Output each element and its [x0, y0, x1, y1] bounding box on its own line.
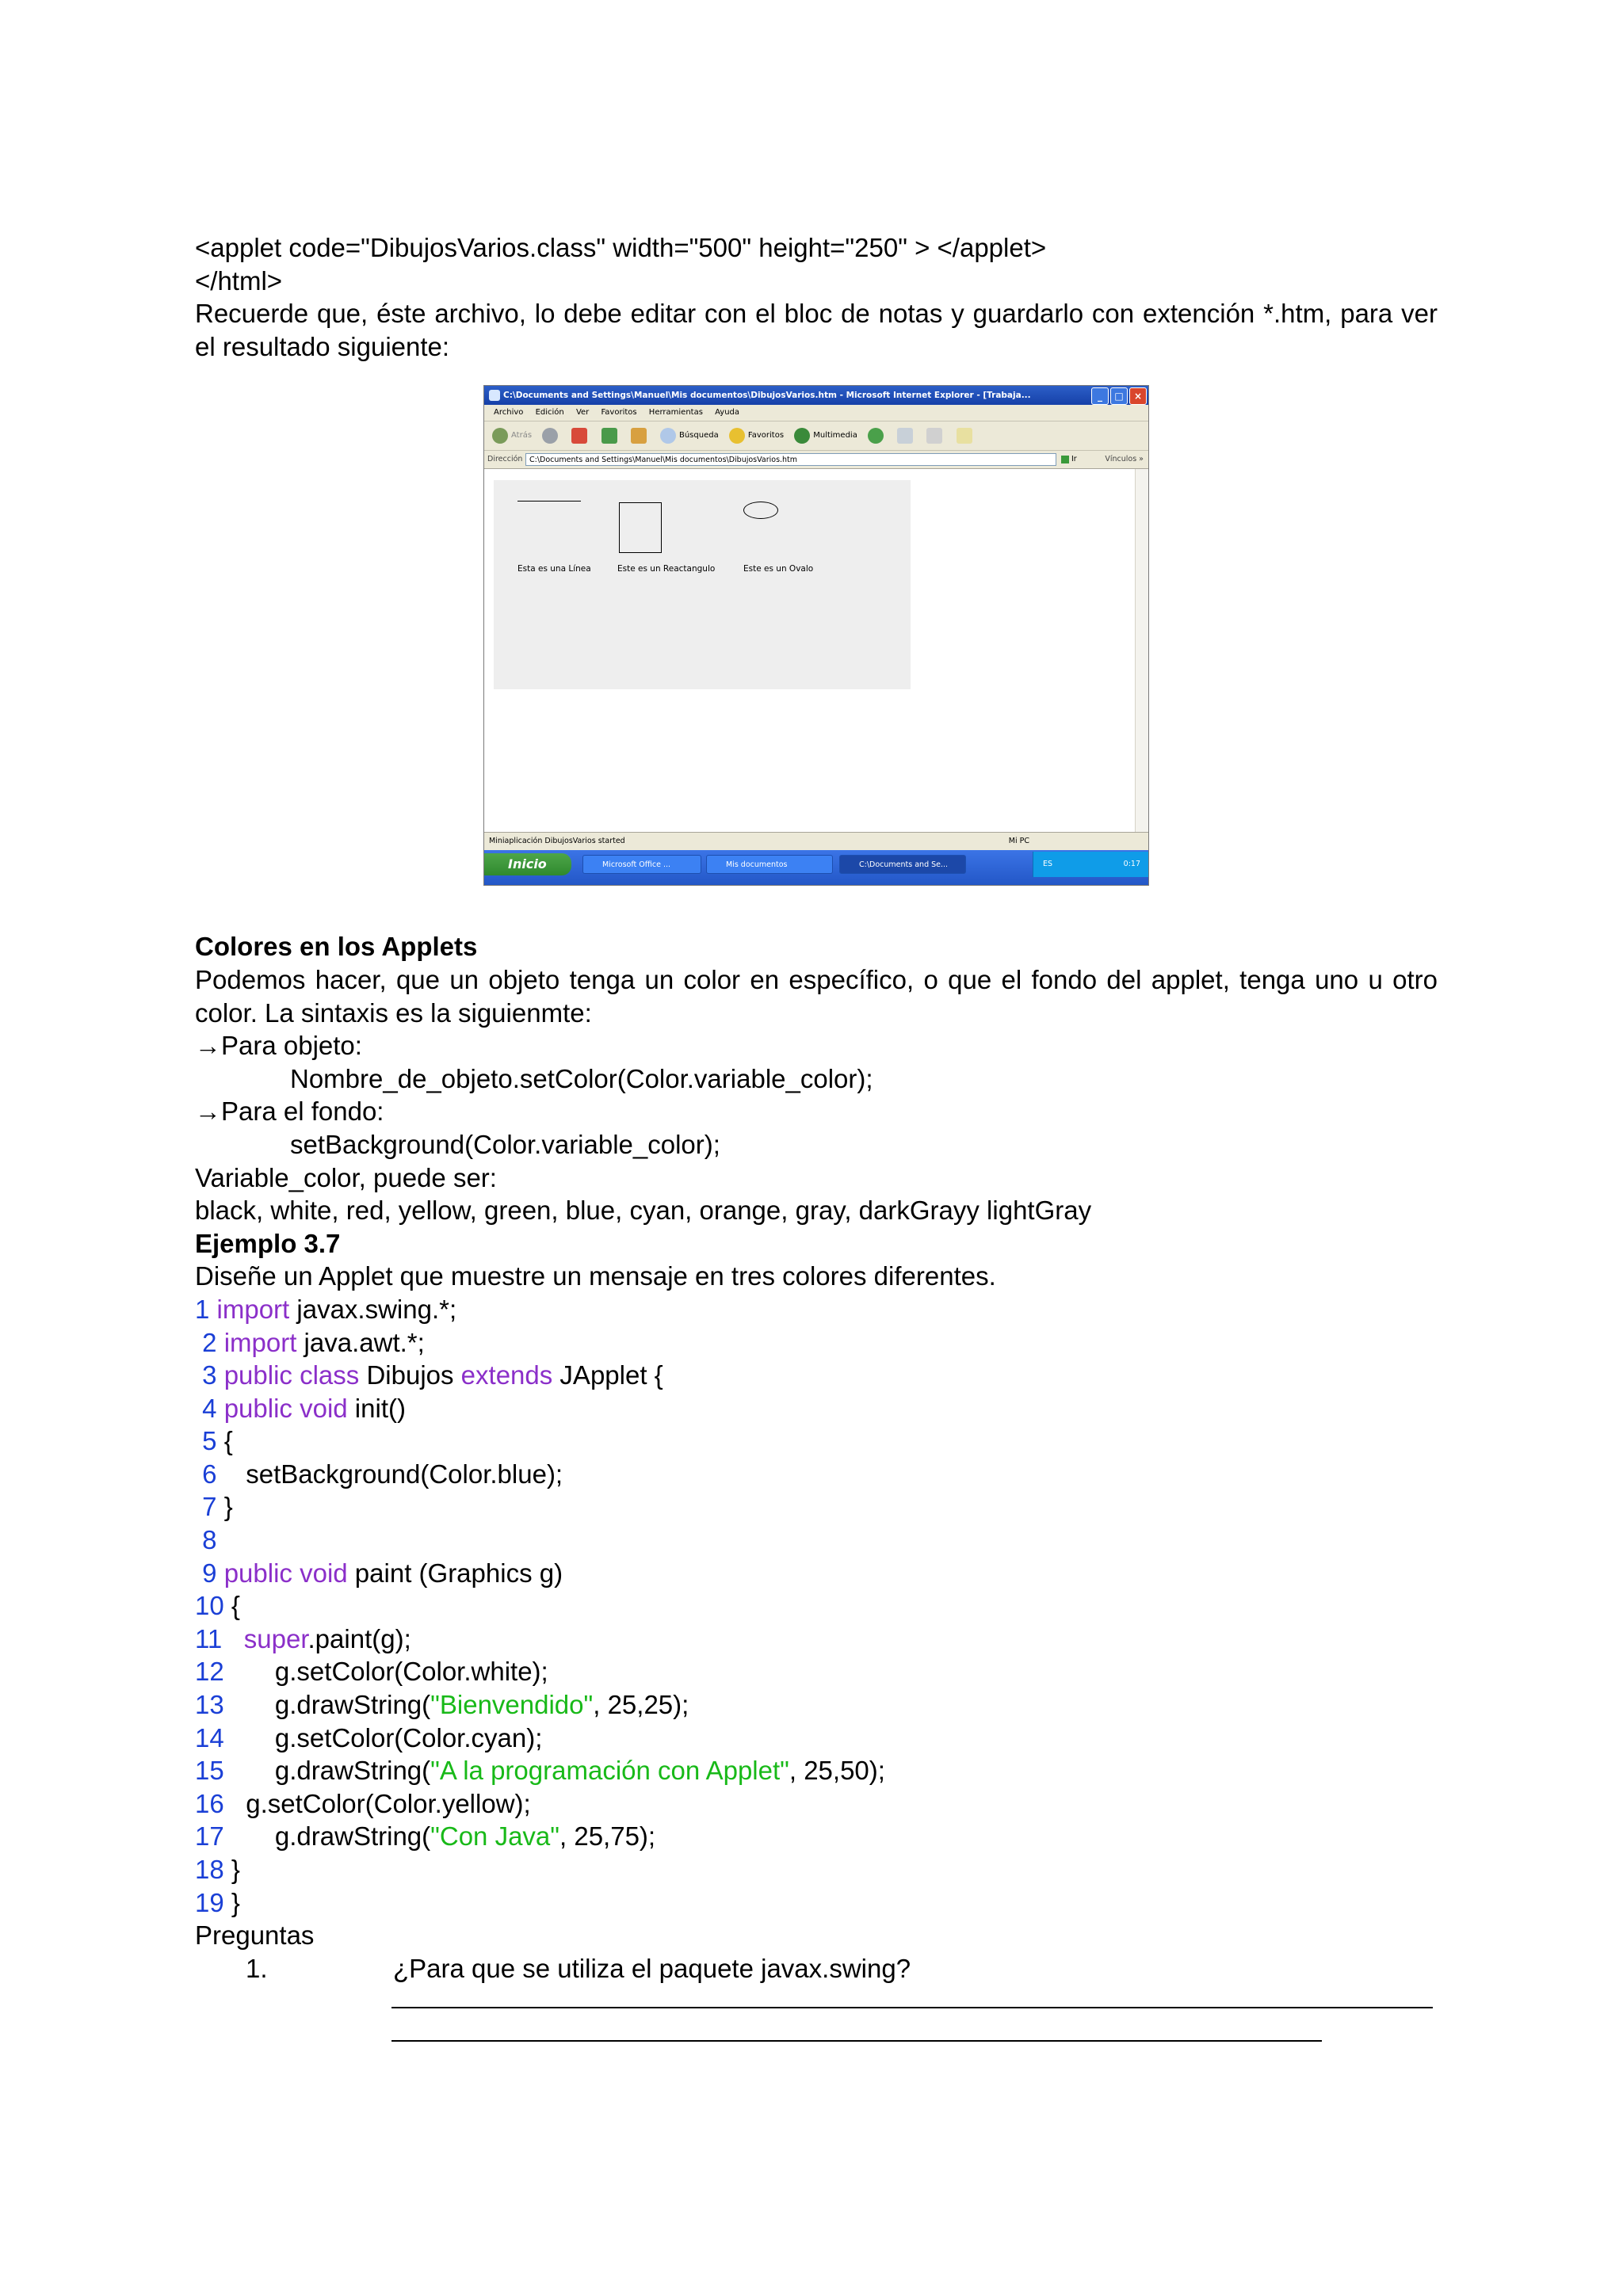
links-label: Vínculos: [1105, 455, 1137, 464]
minimize-icon[interactable]: _: [1091, 387, 1109, 405]
search-label: Búsqueda: [678, 431, 719, 441]
code-keyword: extends: [460, 1360, 553, 1390]
address-bar: [484, 451, 1148, 469]
code-text: }: [231, 1887, 240, 1917]
colores-heading: Colores en los Applets: [195, 932, 478, 962]
applet-tag-line: <applet code="DibujosVarios.class" width="500" height="250" > </applet>: [195, 233, 1047, 262]
window-titlebar: [484, 386, 1148, 405]
code-text: javax.swing.*;: [289, 1294, 457, 1324]
code-line: [195, 1655, 1438, 1688]
code-string: "A la programación con Applet": [430, 1756, 789, 1786]
refresh-icon: [601, 428, 617, 444]
code-line-number: 16: [195, 1788, 224, 1818]
vertical-scrollbar[interactable]: [1135, 469, 1148, 832]
edit-button[interactable]: [957, 428, 976, 444]
code-line: [195, 1293, 1438, 1326]
document-page: [195, 231, 1438, 1985]
pregunta-item: [195, 1952, 1438, 1985]
applet-label-oval: Este es un Ovalo: [743, 564, 814, 574]
code-keyword: super: [243, 1623, 308, 1653]
code-line: [195, 1392, 1438, 1425]
code-text: }: [223, 1492, 233, 1522]
code-line-number: 1: [195, 1294, 210, 1324]
applet-label-line: Esta es una Línea: [517, 564, 591, 574]
search-icon: [660, 428, 676, 444]
tray-clock: 0:17: [1123, 860, 1140, 869]
start-button[interactable]: Inicio: [484, 853, 571, 875]
code-text: setBackground(Color.blue);: [246, 1459, 563, 1489]
code-line-number: 13: [195, 1690, 224, 1720]
links-button[interactable]: Vínculos »: [1105, 455, 1144, 464]
refresh-button[interactable]: [601, 428, 621, 444]
code-text: g.drawString(: [274, 1821, 431, 1852]
code-string: "Bienvendido": [430, 1690, 594, 1720]
code-text: init(): [347, 1393, 406, 1423]
code-listing: [195, 1293, 1438, 1919]
code-text: g.drawString(: [274, 1756, 431, 1786]
code-text: Dibujos: [359, 1360, 461, 1390]
code-line: [195, 1623, 1438, 1656]
code-line-number: 9: [195, 1558, 217, 1588]
code-line-number: 8: [195, 1525, 217, 1555]
code-line: [195, 1787, 1438, 1821]
mail-button[interactable]: [897, 428, 916, 444]
code-line: [195, 1458, 1438, 1491]
para-objeto-label: →Para objeto:: [195, 1031, 362, 1061]
code-text: {: [231, 1591, 240, 1621]
forward-arrow-icon: [542, 428, 558, 444]
code-line-number: 4: [195, 1393, 217, 1423]
go-arrow-icon: [1061, 456, 1069, 463]
browser-toolbar: [484, 421, 1148, 451]
multimedia-button[interactable]: [794, 421, 857, 450]
para-fondo-code: setBackground(Color.variable_color);: [290, 1129, 720, 1159]
applet-line-shape: [517, 501, 581, 502]
code-keyword: public void: [223, 1558, 348, 1588]
history-button[interactable]: [868, 428, 887, 444]
code-line-number: 7: [195, 1492, 217, 1522]
code-line-number: 6: [195, 1459, 217, 1489]
go-button[interactable]: [1061, 453, 1077, 466]
ejemplo-heading: Ejemplo 3.7: [195, 1228, 341, 1258]
preguntas-heading: Preguntas: [195, 1920, 315, 1951]
code-line: [195, 1557, 1438, 1590]
ejemplo-description: Diseñe un Applet que muestre un mensaje en tres colores diferentes.: [195, 1261, 996, 1291]
code-line-number: 3: [195, 1360, 217, 1390]
code-text: }: [231, 1855, 240, 1884]
back-button[interactable]: [492, 421, 532, 450]
answer-line-2[interactable]: [391, 2040, 1322, 2042]
intro-paragraph: Recuerde que, éste archivo, lo debe editar con el bloc de notas y guardarlo con extención *.htm, para ver el resultado siguiente:: [195, 299, 1438, 361]
applet-area: [494, 480, 911, 689]
code-text: {: [223, 1426, 233, 1456]
code-keyword: import: [216, 1294, 290, 1324]
stop-button[interactable]: [571, 428, 590, 444]
address-label: Dirección: [487, 455, 523, 464]
applet-rectangle-shape: [619, 502, 662, 553]
variable-color-list: black, white, red, yellow, green, blue, cyan, orange, gray, darkGrayy lightGray: [195, 1196, 1092, 1226]
code-line-number: 10: [195, 1591, 224, 1621]
code-text: , 25,75);: [559, 1821, 656, 1852]
variable-color-label: Variable_color, puede ser:: [195, 1162, 497, 1192]
menu-ver[interactable]: Ver: [575, 408, 590, 418]
system-tray: [1033, 852, 1148, 877]
code-line-number: 18: [195, 1855, 224, 1884]
code-text: java.awt.*;: [296, 1327, 425, 1357]
stop-icon: [571, 428, 587, 444]
code-line-number: 14: [195, 1722, 224, 1753]
print-icon: [926, 428, 942, 444]
code-text: g.setColor(Color.yellow);: [246, 1788, 531, 1818]
code-text: JApplet {: [552, 1360, 663, 1390]
code-text: , 25,50);: [789, 1756, 885, 1786]
windows-taskbar: [484, 850, 1148, 885]
mail-icon: [897, 428, 913, 444]
code-line: [195, 1722, 1438, 1755]
code-line: [195, 1326, 1438, 1360]
browser-content: [484, 469, 1136, 832]
star-icon: [729, 428, 745, 444]
menu-archivo[interactable]: Archivo: [494, 408, 524, 418]
code-line: [195, 1754, 1438, 1787]
code-line: [195, 1853, 1438, 1886]
code-text: g.setColor(Color.cyan);: [274, 1722, 543, 1753]
code-line: [195, 1688, 1438, 1722]
code-line-number: 2: [195, 1327, 217, 1357]
globe-icon: [794, 428, 810, 444]
colores-paragraph: Podemos hacer, que un objeto tenga un color en específico, o que el fondo del applet, tenga uno u otro color. La sintaxis es la siguienmte:: [195, 964, 1438, 1028]
code-keyword: import: [223, 1327, 297, 1357]
code-line-number: 17: [195, 1821, 224, 1852]
answer-line-1[interactable]: [391, 2007, 1433, 2008]
menu-favoritos[interactable]: Favoritos: [601, 408, 637, 418]
menu-edicion[interactable]: Edición: [535, 408, 564, 418]
history-icon: [868, 428, 884, 444]
task-office[interactable]: Microsoft Office ...: [582, 855, 701, 874]
maximize-icon[interactable]: □: [1110, 387, 1128, 405]
para-objeto-code: Nombre_de_objeto.setColor(Color.variable_color);: [290, 1063, 873, 1093]
code-text: .paint(g);: [307, 1623, 411, 1653]
code-line-number: 5: [195, 1426, 217, 1456]
forward-button[interactable]: [542, 428, 561, 444]
window-title: C:\Documents and Settings\Manuel\Mis documentos\DibujosVarios.htm - Microsoft Internet Explorer - [Trabaja...: [503, 391, 1031, 401]
tray-language[interactable]: ES: [1043, 860, 1053, 869]
code-line: [195, 1820, 1438, 1853]
search-button[interactable]: [660, 421, 719, 450]
ie-icon: [489, 390, 500, 401]
html-close-line: </html>: [195, 265, 283, 296]
task-mis-documentos[interactable]: Mis documentos: [706, 855, 833, 874]
para-fondo-label: →Para el fondo:: [195, 1097, 384, 1127]
code-line: [195, 1359, 1438, 1392]
status-text: Miniaplicación DibujosVarios started: [489, 837, 625, 846]
favorites-button[interactable]: [729, 421, 784, 450]
code-string: "Con Java": [430, 1821, 559, 1852]
edit-icon: [957, 428, 972, 444]
address-input[interactable]: C:\Documents and Settings\Manuel\Mis documentos\DibujosVarios.htm: [525, 453, 1056, 466]
task-ie-window[interactable]: C:\Documents and Se...: [839, 855, 966, 874]
print-button[interactable]: [926, 428, 945, 444]
menu-herramientas[interactable]: Herramientas: [648, 408, 703, 418]
code-line: [195, 1589, 1438, 1623]
close-icon[interactable]: ×: [1129, 387, 1147, 405]
pregunta-text: ¿Para que se utiliza el paquete javax.swing?: [393, 1953, 911, 1983]
code-line: [195, 1425, 1438, 1458]
code-line-number: 12: [195, 1657, 224, 1687]
home-button[interactable]: [631, 428, 650, 444]
status-bar: [484, 832, 1148, 850]
code-line: [195, 1886, 1438, 1920]
back-arrow-icon: [492, 428, 508, 444]
home-icon: [631, 428, 647, 444]
menu-ayuda[interactable]: Ayuda: [715, 408, 740, 418]
browser-screenshot: [483, 385, 1149, 886]
go-label: Ir: [1071, 455, 1077, 464]
pregunta-number: 1.: [246, 1953, 268, 1983]
applet-label-rectangle: Este es un Reactangulo: [617, 564, 716, 574]
code-line-number: 15: [195, 1756, 224, 1786]
code-line: [195, 1490, 1438, 1524]
status-zone: Mi PC: [1008, 837, 1029, 846]
code-text: g.setColor(Color.white);: [274, 1657, 548, 1687]
menu-bar: [484, 405, 1148, 421]
code-keyword: public class: [223, 1360, 360, 1390]
applet-oval-shape: [743, 502, 778, 519]
code-line-number: 11: [195, 1623, 223, 1653]
code-keyword: public void: [223, 1393, 348, 1423]
code-text: g.drawString(: [274, 1690, 431, 1720]
code-line: [195, 1524, 1438, 1557]
back-label: Atrás: [511, 431, 533, 441]
multimedia-label: Multimedia: [813, 431, 857, 441]
favorites-label: Favoritos: [747, 431, 785, 441]
code-text: , 25,25);: [593, 1690, 689, 1720]
code-line-number: 19: [195, 1887, 224, 1917]
code-text: paint (Graphics g): [347, 1558, 563, 1588]
